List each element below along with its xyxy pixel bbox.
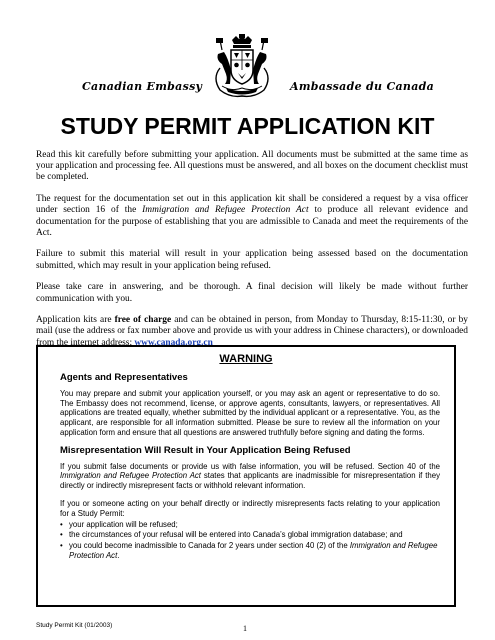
warning-title: WARNING (219, 353, 273, 365)
coat-of-arms-icon (206, 30, 278, 102)
misrepresentation-text: If you submit false documents or provide us with false information, you will be refused. Section 40 of the Immigration and Refugee Protection Act states that applicants are inadmissible for misrepresentation if they directly or indirectly misrepresent facts or withhold relevant information. (60, 461, 440, 491)
agents-heading: Agents and Representatives (60, 372, 188, 383)
kit-version: Study Permit Kit (01/2003) (36, 622, 113, 629)
list-item: • you could become inadmissible to Canada for 2 years under section 40 (2) of the Immigration and Refugee Protection Act. (60, 541, 440, 561)
paragraph-availability: Application kits are free of charge and can be obtained in person, from Monday to Thursday, 8:15-11:30, or by mail (use the address or fax number above and provide us with your address in Chinese characters), or downloaded from the internet address: www.canada.org.cn (36, 315, 468, 348)
agents-text: You may prepare and submit your application yourself, or you may ask an agent or representative to do so. The Embassy does not recommend, license, or approve agents, consultants, lawyers, or representatives. All applications are treated equally, whether submitted by the individual applicant or a representative. You, as the applicant, are responsible for all information submitted. Please be sure to review all the information on your application form and ensure that all questions are answered truthfully before signing and dating the forms. (60, 388, 440, 437)
paragraph-instructions: Read this kit carefully before submitting your application. All documents must be submitted at the same time as your application and processing fee. All questions must be answered, and all boxes on the document checklist must be completed. (36, 150, 468, 183)
consequences-list (60, 520, 440, 561)
act-name: Immigration and Refugee Protection Act (142, 205, 309, 216)
letterhead (0, 30, 495, 105)
paragraph-request: The request for the documentation set out in this application kit shall be considered a request by a visa officer under section 16 of the Immigration and Refugee Protection Act to produce all relevant evidence and documentation for the purpose of establishing that you are admissible to Canada and meet the requirements of the Act. (36, 194, 468, 238)
embassy-name-english: Canadian Embassy (82, 80, 203, 93)
warning-box (36, 345, 456, 607)
misrepresentation-heading: Misrepresentation Will Result in Your Application Being Refused (60, 444, 351, 456)
website-link[interactable]: www.canada.org.cn (134, 337, 213, 348)
page-number: 1 (243, 624, 247, 633)
warning-content (60, 373, 440, 562)
paragraph-care: Please take care in answering, and be thorough. A final decision will likely be made without further communication with you. (36, 282, 468, 304)
page-title: STUDY PERMIT APPLICATION KIT (60, 113, 435, 139)
misrepresentation-consequences: If you or someone acting on your behalf directly or indirectly misrepresents facts relating to your application for a Study Permit: (60, 498, 440, 518)
paragraph-failure: Failure to submit this material will result in your application being assessed based on the documentation submitted, which may result in your application being refused. (36, 249, 468, 271)
free-of-charge: free of charge (114, 315, 172, 326)
list-item: • the circumstances of your refusal will be entered into Canada’s global immigration database; and (60, 530, 440, 540)
list-item: • your application will be refused; (60, 520, 440, 530)
embassy-name-french: Ambassade du Canada (290, 80, 435, 93)
intro-text (36, 150, 468, 359)
